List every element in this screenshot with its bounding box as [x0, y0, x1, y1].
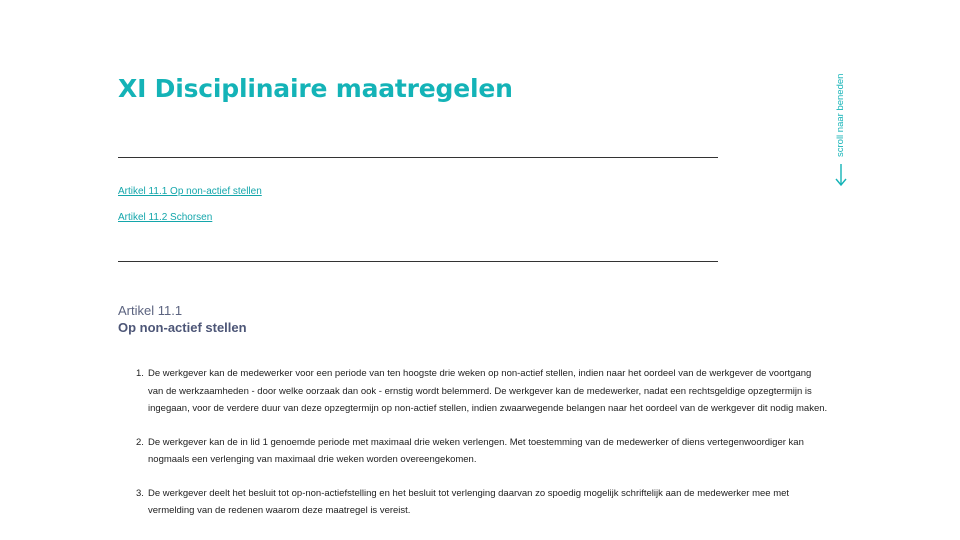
- clause-list: [118, 365, 828, 536]
- clause-text: De werkgever deelt het besluit tot op-non-actiefstelling en het besluit tot verlenging daarvan zo spoedig mogelijk schriftelijk aan de medewerker mee met vermelding van de redenen waarom deze maatregel is vereist.: [148, 487, 790, 516]
- clause-text: De werkgever kan de medewerker voor een periode van ten hoogste drie weken op non-actief stellen, indien naar het oordeel van de werkgever de voortgang van de werkzaamheden - door welke oorzaak dan ook - ernstig wordt belemmerd. De werkgever kan de medewerker, nadat een rechtsgeldige opzegtermijn is ingegaan, voor de verdere duur van deze opzegtermijn op non-actief stellen, indien zwaarwegende belangen naar het oordeel van de werkgever dit nodig maken.: [148, 368, 828, 414]
- clause-number: 2.: [136, 436, 144, 448]
- clause-item: [118, 434, 828, 469]
- clause-item: [118, 485, 828, 520]
- scroll-hint-label: scroll naar beneden: [835, 73, 846, 157]
- clause-item: [118, 365, 828, 418]
- toc-link-article-11-2[interactable]: Artikel 11.2 Schorsen: [118, 212, 213, 223]
- page-title: XI Disciplinaire maatregelen: [118, 74, 513, 103]
- toc-link-article-11-1[interactable]: Artikel 11.1 Op non-actief stellen: [118, 186, 262, 197]
- clause-text: De werkgever kan de in lid 1 genoemde periode met maximaal drie weken verlengen. Met toestemming van de medewerker of diens vertegenwoordiger kan nogmaals een verlenging van maximaal drie weken worden overeengekomen.: [148, 436, 804, 465]
- arrow-down-icon: [834, 163, 848, 187]
- scroll-down-button[interactable]: [833, 75, 851, 187]
- clause-number: 1.: [136, 368, 144, 379]
- divider-top: [118, 157, 718, 158]
- divider-bottom: [118, 261, 718, 262]
- article-number: Artikel 11.1: [118, 303, 183, 318]
- clause-number: 3.: [136, 487, 144, 499]
- article-title: Op non-actief stellen: [118, 320, 247, 335]
